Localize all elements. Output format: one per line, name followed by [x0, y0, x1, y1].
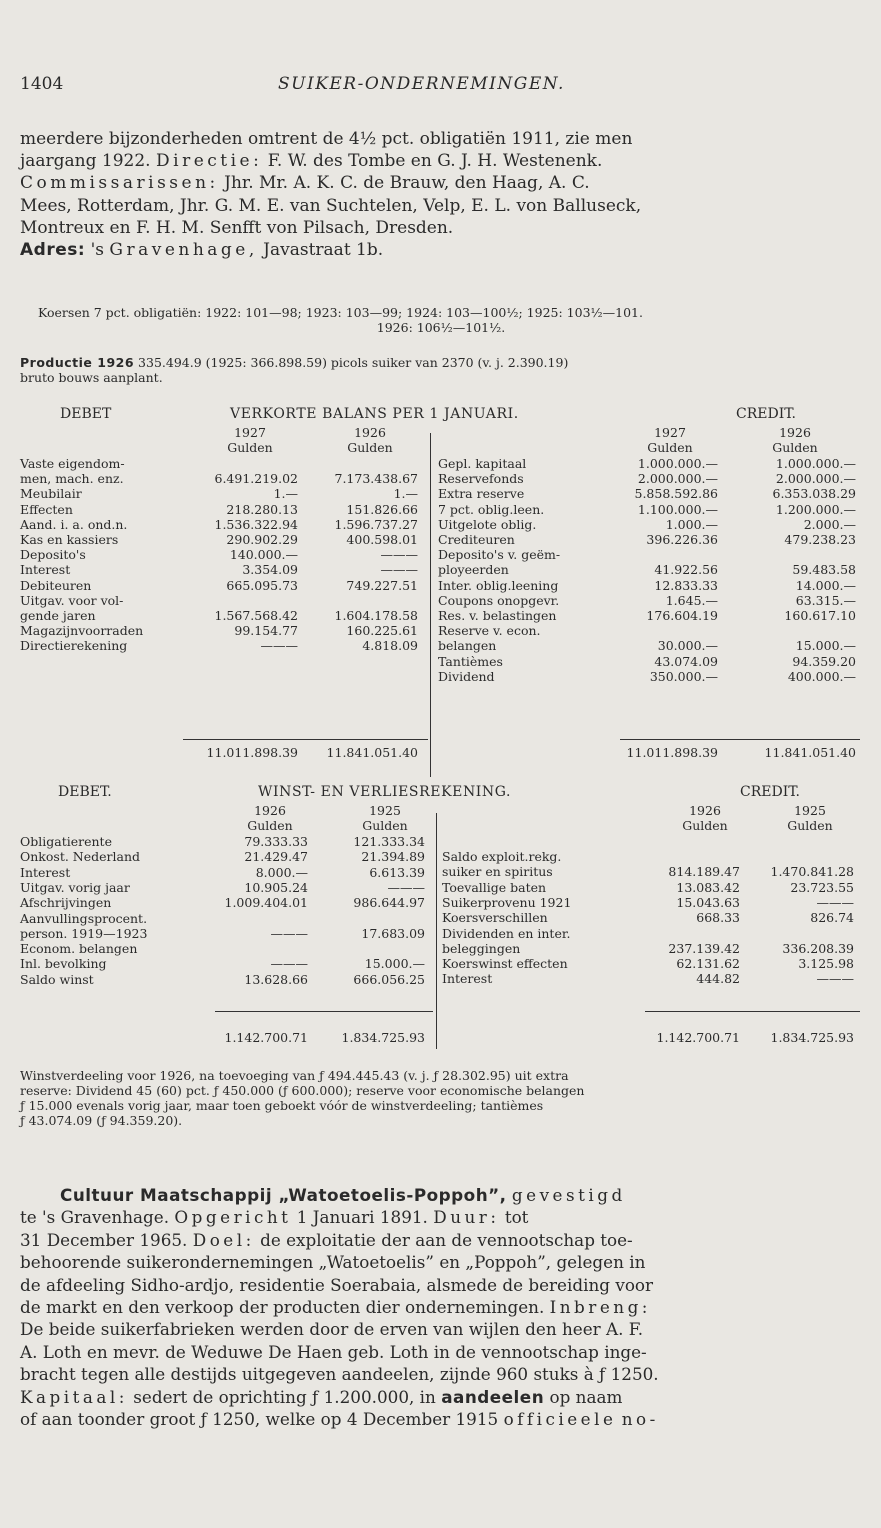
row-value: 21.429.47 [244, 849, 308, 865]
aandeelen-label: aandeelen [441, 1386, 545, 1407]
text: Javastraat 1b. [263, 240, 384, 261]
row-label: Interest [442, 971, 493, 987]
cultuur-line [20, 1206, 862, 1228]
text: op naam [549, 1386, 623, 1407]
row-label: Kas en kassiers [20, 532, 119, 547]
total-rule [620, 739, 860, 740]
row-value: 62.131.62 [676, 956, 740, 972]
row-label: Aanvullingsprocent. [20, 910, 148, 926]
column-divider [430, 433, 431, 777]
credit-heading: CREDIT. [740, 784, 800, 800]
row-value: 6.491.219.02 [214, 471, 298, 487]
winstverdeeling-line: Winstverdeeling voor 1926, na toevoeging van ƒ 494.445.43 (v. j. ƒ 28.302.95) uit extra [20, 1068, 569, 1083]
productie-label: Productie 1926 [20, 355, 135, 370]
winstverdeeling-line: ƒ 15.000 evenals vorig jaar, maar toen geboekt vóór de winstverdeeling; tantièmes [20, 1098, 544, 1113]
row-label: beleggingen [442, 940, 521, 956]
row-value: 94.359.20 [792, 653, 856, 669]
row-value: 7.173.438.67 [334, 471, 418, 487]
column-divider [436, 813, 437, 1049]
debet-heading: DEBET. [58, 784, 112, 800]
row-label: Afschrijvingen [20, 895, 112, 911]
page-header [20, 74, 860, 100]
currency-header: Gulden [227, 440, 273, 455]
row-value: 826.74 [810, 910, 854, 926]
row-label: Deposito's [20, 547, 86, 563]
row-value: 6.353.038.29 [772, 486, 856, 502]
cultuur-line: de afdeeling Sidho-ardjo, residentie Soerabaia, alsmede de bereiding voor [20, 1274, 654, 1295]
total-rule [215, 1011, 433, 1012]
year-header: 1926 [254, 803, 286, 818]
text: Inbreng: [549, 1297, 651, 1318]
row-value: 43.074.09 [654, 653, 718, 669]
row-value: 986.644.97 [353, 895, 425, 911]
row-value: 21.394.89 [361, 849, 425, 865]
text: Duur: [433, 1207, 500, 1228]
row-label: suiker en spiritus [442, 864, 553, 880]
total-value: 11.841.051.40 [764, 745, 856, 760]
cultuur-line [20, 1184, 862, 1206]
currency-header: Gulden [362, 818, 408, 833]
intro-line: Mees, Rotterdam, Jhr. G. M. E. van Suchtelen, Velp, E. L. von Balluseck, [20, 195, 642, 216]
text: no- [621, 1409, 659, 1430]
text: de markt en den verkoop der producten dier ondernemingen. [20, 1297, 545, 1318]
text: Kapitaal: [20, 1386, 128, 1407]
row-value: 1.645.— [665, 592, 718, 608]
cultuur-line: behoorende suikerondernemingen „Watoetoelis” en „Poppoh”, gelegen in [20, 1252, 646, 1273]
cultuur-line: A. Loth en mevr. de Weduwe De Haen geb. Loth in de vennootschap inge- [20, 1341, 647, 1362]
row-label: Interest [20, 864, 71, 880]
row-value: 140.000.— [229, 547, 298, 563]
row-value: 99.154.77 [234, 623, 298, 639]
text: 335.494.9 (1925: 366.898.59) picols suiker van 2370 (v. j. 2.390.19) [138, 355, 569, 370]
text: jaargang 1922. [20, 151, 151, 172]
intro-line [20, 150, 862, 172]
row-value: 1.— [393, 486, 418, 502]
row-value: 479.238.23 [784, 532, 856, 547]
row-value: 121.333.34 [353, 834, 425, 849]
row-value: ——— [816, 971, 854, 987]
debet-heading: DEBET [60, 406, 112, 422]
row-value: 10.905.24 [244, 879, 308, 895]
winstverdeeling-line: ƒ 43.074.09 (ƒ 94.359.20). [20, 1113, 183, 1128]
total-rule [183, 739, 428, 740]
running-title: SUIKER-ONDERNEMINGEN. [278, 74, 565, 94]
row-label: Koerswinst effecten [442, 956, 568, 972]
row-label: Vaste eigendom- [20, 456, 125, 471]
cultuur-line [20, 1386, 862, 1408]
text: Jhr. Mr. A. K. C. de Brauw, den Haag, A. C. [224, 173, 590, 194]
row-value: 1.567.568.42 [214, 608, 298, 623]
row-label: 7 pct. oblig.leen. [438, 501, 545, 517]
row-label: Econom. belangen [20, 941, 138, 957]
balance-title: VERKORTE BALANS PER 1 JANUARI. [230, 406, 519, 422]
row-value: 665.095.73 [226, 577, 298, 593]
row-label: Res. v. belastingen [438, 608, 557, 623]
text: de exploitatie der aan de vennootschap toe- [260, 1229, 633, 1250]
row-value: 1.536.322.94 [214, 516, 298, 532]
text: tot [504, 1207, 529, 1228]
text: gevestigd [511, 1185, 626, 1205]
row-value: 814.189.47 [668, 864, 740, 880]
row-value: 79.333.33 [244, 834, 308, 849]
currency-header: Gulden [347, 440, 393, 455]
row-value: 17.683.09 [361, 925, 425, 941]
row-label: Uitgav. vorig jaar [20, 879, 130, 895]
row-value: 749.227.51 [346, 577, 418, 593]
row-label: Aand. i. a. ond.n. [20, 516, 128, 532]
row-label: Effecten [20, 501, 73, 517]
cultuur-line: De beide suikerfabrieken werden door de erven van wijlen den heer A. F. [20, 1319, 644, 1340]
row-label: Directierekening [20, 638, 128, 654]
text: F. W. des Tombe en G. J. H. Westenenk. [267, 151, 603, 172]
currency-header: Gulden [647, 440, 693, 455]
row-value: 666.056.25 [353, 971, 425, 987]
row-value: 14.000.— [795, 577, 856, 593]
total-value: 11.011.898.39 [626, 745, 718, 760]
row-label: Saldo winst [20, 971, 94, 987]
year-header: 1926 [689, 803, 721, 818]
intro-line [20, 239, 862, 261]
total-value: 11.011.898.39 [206, 745, 298, 760]
row-value: 237.139.42 [668, 940, 740, 956]
row-value: 1.000.000.— [637, 456, 718, 471]
row-label: Reservefonds [438, 471, 524, 487]
row-label: Reserve v. econ. [438, 623, 541, 639]
row-value: 30.000.— [657, 638, 718, 654]
row-label: ployeerden [438, 562, 509, 578]
intro-line [20, 172, 862, 194]
row-value: 63.315.— [795, 592, 856, 608]
text: of aan toonder groot ƒ 1250, welke op 4 December 1915 [20, 1409, 499, 1430]
text: Gravenhage, [109, 240, 258, 261]
productie-block [20, 355, 862, 385]
row-label: Obligatierente [20, 834, 112, 849]
intro-paragraph [20, 128, 862, 261]
row-value: 2.000.000.— [637, 471, 718, 487]
row-value: 5.858.592.86 [634, 486, 718, 502]
cultuur-line [20, 1408, 862, 1430]
row-value: 3.354.09 [242, 562, 298, 578]
row-label: person. 1919—1923 [20, 925, 148, 941]
year-header: 1925 [794, 803, 826, 818]
row-value: ——— [380, 547, 418, 563]
text: Doel: [192, 1229, 255, 1250]
row-value: 350.000.— [649, 668, 718, 684]
credit-heading: CREDIT. [736, 406, 796, 422]
productie-line: bruto bouws aanplant. [20, 370, 163, 385]
winstverdeeling-line: reserve: Dividend 45 (60) pct. ƒ 450.000 (ƒ 600.000); reserve voor economische belangen [20, 1083, 585, 1098]
balance-sheet [20, 407, 862, 779]
row-label: Gepl. kapitaal [438, 456, 527, 471]
row-label: Saldo exploit.rekg. [442, 849, 562, 864]
row-value: 6.613.39 [369, 864, 425, 880]
page-number: 1404 [20, 74, 64, 94]
total-value: 1.834.725.93 [770, 1030, 854, 1045]
row-label: Onkost. Nederland [20, 849, 140, 865]
row-label: gende jaren [20, 608, 96, 623]
row-label: men, mach. enz. [20, 471, 124, 487]
total-value: 11.841.051.40 [326, 745, 418, 760]
text: officieele [503, 1409, 617, 1430]
winstverdeeling-block [20, 1068, 862, 1128]
row-value: 396.226.36 [646, 532, 718, 547]
row-label: Extra reserve [438, 486, 525, 502]
row-label: Coupons onopgevr. [438, 592, 560, 608]
productie-line [20, 355, 862, 370]
adres-label: Adres: [20, 240, 86, 261]
row-value: 1.604.178.58 [334, 608, 418, 623]
total-value: 1.834.725.93 [341, 1030, 425, 1045]
currency-header: Gulden [682, 818, 728, 833]
row-label: Deposito's v. geëm- [438, 547, 561, 563]
koersen-line: Koersen 7 pct. obligatiën: 1922: 101—98; 1923: 103—99; 1924: 103—100½; 1925: 103½—101. [38, 305, 643, 320]
row-value: 13.083.42 [676, 879, 740, 895]
cultuur-line [20, 1229, 862, 1251]
row-value: 1.— [273, 486, 298, 502]
row-value: 160.617.10 [784, 608, 856, 623]
row-value: 1.009.404.01 [224, 895, 308, 911]
row-value: 2.000.000.— [775, 471, 856, 487]
profit-loss-title: WINST- EN VERLIESREKENING. [258, 784, 512, 800]
row-value: 23.723.55 [790, 879, 854, 895]
row-value: 151.826.66 [346, 501, 418, 517]
commissarissen-label: Commissarissen: [20, 173, 219, 194]
row-value: ——— [816, 894, 854, 910]
cultuur-line [20, 1296, 862, 1318]
row-label: Inter. oblig.leening [438, 577, 559, 593]
row-value: 41.922.56 [654, 562, 718, 578]
row-label: Toevallige baten [442, 879, 547, 895]
row-value: 218.280.13 [226, 501, 298, 517]
row-label: Suikerprovenu 1921 [442, 894, 572, 910]
row-value: 160.225.61 [346, 623, 418, 639]
row-value: 3.125.98 [798, 956, 854, 972]
cultuur-line: bracht tegen alle destijds uitgegeven aandeelen, zijnde 960 stuks à ƒ 1250. [20, 1364, 659, 1385]
row-value: 15.000.— [795, 638, 856, 654]
row-value: ——— [270, 956, 308, 972]
text: Opgericht [174, 1207, 292, 1228]
year-header: 1926 [779, 425, 811, 440]
row-label: Meubilair [20, 486, 82, 502]
row-value: 1.200.000.— [775, 501, 856, 517]
total-value: 1.142.700.71 [224, 1030, 308, 1045]
row-label: Dividenden en inter. [442, 925, 571, 941]
year-header: 1926 [354, 425, 386, 440]
cultuur-paragraph [20, 1184, 862, 1430]
year-header: 1927 [234, 425, 266, 440]
row-label: Interest [20, 562, 71, 578]
row-value: 336.208.39 [782, 940, 854, 956]
row-value: 15.043.63 [676, 894, 740, 910]
row-value: 59.483.58 [792, 562, 856, 578]
row-value: 176.604.19 [646, 608, 718, 623]
row-value: 290.902.29 [226, 532, 298, 547]
row-label: Inl. bevolking [20, 956, 107, 972]
row-value: 8.000.— [255, 864, 308, 880]
total-rule [645, 1011, 860, 1012]
row-value: 1.596.737.27 [334, 516, 418, 532]
intro-line: meerdere bijzonderheden omtrent de 4½ pct. obligatiën 1911, zie men [20, 129, 633, 149]
row-value: 2.000.— [803, 516, 856, 532]
profit-loss-account [20, 785, 862, 1055]
row-value: 400.000.— [787, 668, 856, 684]
row-label: Debiteuren [20, 577, 92, 593]
row-label: Dividend [438, 668, 495, 684]
row-value: ——— [270, 925, 308, 941]
text: 's [90, 240, 104, 261]
text: 31 December 1965. [20, 1229, 188, 1250]
row-value: ——— [387, 879, 425, 895]
koersen-block [20, 305, 862, 335]
row-value: 668.33 [696, 910, 740, 926]
row-label: Tantièmes [438, 653, 503, 669]
row-value: 400.598.01 [346, 532, 418, 547]
row-value: 1.000.000.— [775, 456, 856, 471]
row-value: 4.818.09 [362, 638, 418, 654]
directie-label: Directie: [156, 151, 263, 172]
year-header: 1927 [654, 425, 686, 440]
row-label: Uitgav. voor vol- [20, 592, 124, 608]
text: 1 Januari 1891. [296, 1207, 428, 1228]
row-value: 12.833.33 [654, 577, 718, 593]
currency-header: Gulden [772, 440, 818, 455]
row-value: 15.000.— [364, 956, 425, 972]
row-value: 444.82 [696, 971, 740, 987]
year-header: 1925 [369, 803, 401, 818]
text: te 's Gravenhage. [20, 1207, 170, 1228]
currency-header: Gulden [247, 818, 293, 833]
currency-header: Gulden [787, 818, 833, 833]
row-label: Uitgelote oblig. [438, 516, 537, 532]
row-value: 1.470.841.28 [770, 864, 854, 880]
company-name: Cultuur Maatschappij „Watoetoelis-Poppoh”, [60, 1185, 507, 1205]
row-label: Magazijnvoorraden [20, 623, 144, 639]
row-value: 13.628.66 [244, 971, 308, 987]
row-value: ——— [380, 562, 418, 578]
row-value: ——— [260, 638, 298, 654]
total-value: 1.142.700.71 [656, 1030, 740, 1045]
intro-line: Montreux en F. H. M. Senfft von Pilsach, Dresden. [20, 217, 454, 238]
row-label: belangen [438, 638, 497, 654]
koersen-line: 1926: 106½—101½. [376, 320, 506, 335]
row-label: Crediteuren [438, 532, 515, 547]
row-label: Koersverschillen [442, 910, 548, 926]
row-value: 1.000.— [665, 516, 718, 532]
row-value: 1.100.000.— [637, 501, 718, 517]
text: sedert de oprichting ƒ 1.200.000, in [133, 1386, 436, 1407]
